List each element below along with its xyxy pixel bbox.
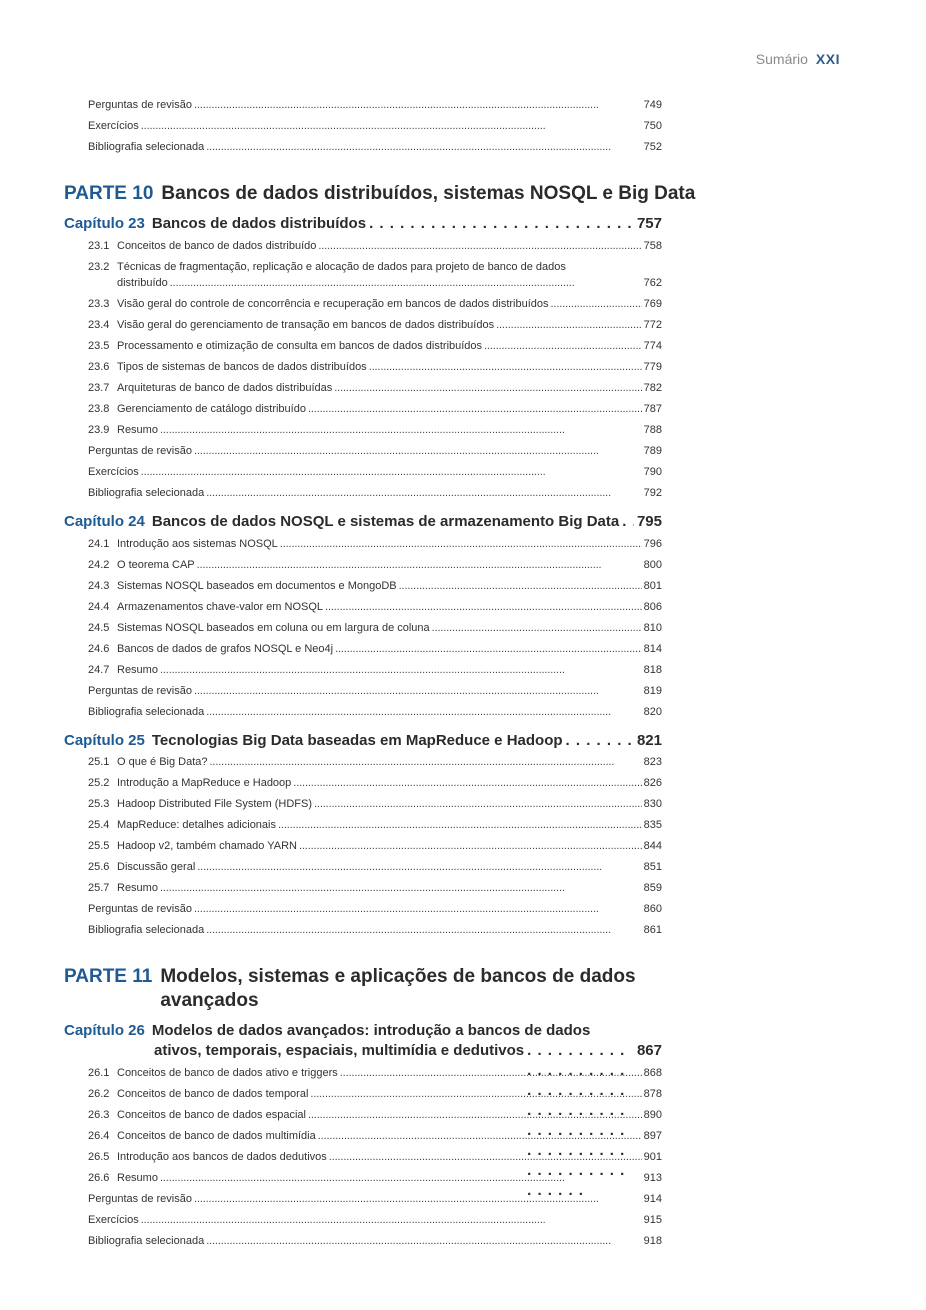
toc-entry[interactable] (88, 902, 662, 916)
entry-page: 769 (643, 298, 662, 310)
toc-entry[interactable] (88, 776, 662, 790)
toc-entry[interactable] (88, 621, 662, 635)
entry-title: MapReduce: detalhes adicionais (117, 819, 276, 831)
entry-number: 25.2 (88, 777, 110, 789)
toc-entry[interactable] (88, 360, 662, 374)
toc-entry[interactable] (88, 705, 662, 719)
entry-number: 23.7 (88, 382, 110, 394)
entry-title: Resumo (117, 424, 158, 436)
chapter-title: Bancos de dados distribuídos (151, 215, 367, 232)
chapter-heading[interactable] (64, 214, 662, 234)
entry-title: Tipos de sistemas de bancos de dados distribuídos (117, 361, 367, 373)
entry-page: 826 (643, 777, 662, 789)
entry-page: 914 (643, 1193, 662, 1205)
leader-dots (206, 486, 641, 500)
leader-dots (194, 684, 642, 698)
entry-title-continued: distribuído (117, 277, 168, 289)
leader-dots (206, 923, 641, 937)
chapter-page: 867 (636, 1042, 662, 1059)
toc-entry[interactable] (88, 755, 662, 769)
leader-dots (432, 621, 642, 635)
entry-title: Perguntas de revisão (88, 685, 192, 697)
entry-number: 23.4 (88, 319, 110, 331)
entry-page: 861 (643, 924, 662, 936)
leader-dots (308, 1108, 642, 1122)
entry-number: 26.3 (88, 1109, 110, 1121)
part-label: PARTE 10 (64, 183, 154, 204)
chapter-label: Capítulo 23 (64, 215, 145, 232)
entry-page: 915 (643, 1214, 662, 1226)
leader-dots (194, 902, 642, 916)
entry-title: Resumo (117, 882, 158, 894)
toc-entry[interactable] (88, 797, 662, 811)
entry-page: 758 (643, 240, 662, 252)
leader-dots (318, 1129, 642, 1143)
entry-title: Bibliografia selecionada (88, 1235, 205, 1247)
part-heading (64, 182, 695, 206)
part-title: Bancos de dados distribuídos, sistemas NOSQL e Big Data (161, 183, 696, 204)
entry-page: 787 (643, 403, 662, 415)
leader-dots (197, 860, 641, 874)
leader-dots (160, 881, 642, 895)
toc-entry[interactable] (88, 402, 662, 416)
entry-title: Perguntas de revisão (88, 903, 192, 915)
entry-number: 23.3 (88, 298, 110, 310)
leader-dots (278, 818, 642, 832)
entry-number: 24.2 (88, 559, 110, 571)
entry-page: 868 (643, 1067, 662, 1079)
entry-page: 844 (643, 840, 662, 852)
entry-number: 24.3 (88, 580, 110, 592)
entry-title: Conceitos de banco de dados temporal (117, 1088, 309, 1100)
leader-dots (314, 797, 642, 811)
entry-number: 26.2 (88, 1088, 110, 1100)
entry-number: 25.5 (88, 840, 110, 852)
entry-number: 23.9 (88, 424, 110, 436)
entry-page: 820 (643, 706, 662, 718)
part-label: PARTE 11 (64, 966, 153, 987)
toc-entry[interactable] (88, 1108, 662, 1122)
toc-entry[interactable] (88, 444, 662, 458)
entry-title: Arquiteturas de banco de dados distribuídas (117, 382, 333, 394)
toc-entry[interactable] (88, 1087, 662, 1101)
entry-title: Hadoop v2, também chamado YARN (117, 840, 297, 852)
leader-dots (280, 537, 642, 551)
leader-dots (194, 444, 642, 458)
leader-dots (197, 558, 642, 572)
toc-entry[interactable] (88, 1129, 662, 1143)
entry-title: Perguntas de revisão (88, 99, 192, 111)
leader-dots (369, 214, 634, 234)
entry-number: 26.6 (88, 1172, 110, 1184)
chapter-title: Bancos de dados NOSQL e sistemas de armazenamento Big Data (151, 513, 620, 530)
entry-title: Exercícios (88, 120, 139, 132)
entry-title: Conceitos de banco de dados espacial (117, 1109, 306, 1121)
entry-page: 918 (643, 1235, 662, 1247)
entry-page: 901 (643, 1151, 662, 1163)
toc-entry[interactable] (88, 579, 662, 593)
entry-number: 23.2 (88, 261, 110, 273)
chapter-title: Modelos de dados avançados: introdução a bancos de dados (151, 1022, 591, 1039)
entry-number: 24.1 (88, 538, 110, 550)
chapter-label: Capítulo 24 (64, 513, 145, 530)
toc-entry[interactable] (88, 684, 662, 698)
leader-dots (206, 1234, 641, 1248)
entry-page: 878 (643, 1088, 662, 1100)
toc-entry[interactable] (88, 1234, 662, 1248)
leader-dots (310, 1087, 641, 1101)
leader-dots (299, 839, 642, 853)
toc-entry[interactable] (88, 1171, 662, 1185)
toc-entry[interactable] (88, 465, 662, 479)
entry-title: Armazenamentos chave-valor em NOSQL (117, 601, 324, 613)
entry-number: 24.7 (88, 664, 110, 676)
entry-page: 823 (643, 756, 662, 768)
chapter-title-continued: ativos, temporais, espaciais, multimídia e dedutivos (154, 1042, 525, 1059)
running-head-section: Sumário (755, 51, 808, 67)
entry-page: 897 (643, 1130, 662, 1142)
entry-page: 851 (643, 861, 662, 873)
entry-title: Perguntas de revisão (88, 1193, 192, 1205)
leader-dots (160, 423, 642, 437)
leader-dots (206, 705, 641, 719)
toc-entry[interactable] (88, 663, 662, 677)
toc-entry[interactable] (88, 537, 662, 551)
entry-page: 774 (643, 340, 662, 352)
entry-page: 801 (643, 580, 662, 592)
page-number: XXI (815, 51, 840, 67)
entry-number: 25.3 (88, 798, 110, 810)
entry-title: Introdução a MapReduce e Hadoop (117, 777, 292, 789)
entry-number: 24.6 (88, 643, 110, 655)
entry-title: Visão geral do gerenciamento de transação em bancos de dados distribuídos (117, 319, 495, 331)
toc-entry[interactable] (88, 1066, 662, 1080)
leader-dots (334, 381, 641, 395)
leader-dots (293, 776, 641, 790)
entry-page: 792 (643, 487, 662, 499)
chapter-title: Tecnologias Big Data baseadas em MapReduce e Hadoop (151, 732, 563, 749)
entry-title: Bibliografia selecionada (88, 487, 205, 499)
leader-dots (496, 318, 642, 332)
entry-title: Visão geral do controle de concorrência e recuperação em bancos de dados distribuídos (117, 298, 549, 310)
entry-page: 750 (643, 120, 662, 132)
entry-title: Bibliografia selecionada (88, 141, 205, 153)
entry-number: 23.1 (88, 240, 110, 252)
entry-number: 26.1 (88, 1067, 110, 1079)
entry-number: 23.5 (88, 340, 110, 352)
toc-entry[interactable] (88, 339, 662, 353)
entry-page: 788 (643, 424, 662, 436)
leader-dots (141, 119, 642, 133)
leader-dots (206, 140, 641, 154)
entry-title: Processamento e otimização de consulta em bancos de dados distribuídos (117, 340, 483, 352)
toc-entry[interactable] (88, 839, 662, 853)
entry-title: Discussão geral (117, 861, 196, 873)
entry-number: 26.5 (88, 1151, 110, 1163)
entry-title: Introdução aos bancos de dados dedutivos (117, 1151, 327, 1163)
entry-page: 819 (643, 685, 662, 697)
toc-entry[interactable] (88, 1213, 662, 1227)
toc-entry[interactable] (88, 381, 662, 395)
chapter-page: 757 (636, 215, 662, 232)
chapter-label: Capítulo 26 (64, 1022, 145, 1039)
leader-dots (335, 642, 642, 656)
leader-dots (399, 579, 642, 593)
entry-title: Conceitos de banco de dados multimídia (117, 1130, 316, 1142)
entry-title: Bancos de dados de grafos NOSQL e Neo4j (117, 643, 334, 655)
entry-title: Perguntas de revisão (88, 445, 192, 457)
entry-title: Resumo (117, 664, 158, 676)
entry-number: 23.8 (88, 403, 110, 415)
entry-page: 913 (643, 1172, 662, 1184)
leader-dots (141, 465, 642, 479)
entry-number: 24.4 (88, 601, 110, 613)
entry-page: 796 (643, 538, 662, 550)
entry-page: 818 (643, 664, 662, 676)
chapter-heading[interactable] (64, 512, 662, 532)
leader-dots (160, 663, 642, 677)
leader-dots (340, 1066, 642, 1080)
entry-page: 790 (643, 466, 662, 478)
leader-dots (622, 512, 634, 532)
leader-dots (566, 731, 634, 751)
entry-page: 749 (643, 99, 662, 111)
entry-title: Bibliografia selecionada (88, 924, 205, 936)
toc-entry[interactable] (88, 486, 662, 500)
entry-title: Introdução aos sistemas NOSQL (117, 538, 278, 550)
entry-title: Exercícios (88, 466, 139, 478)
toc-entry[interactable] (88, 818, 662, 832)
leader-dots (194, 98, 642, 112)
toc-entry[interactable] (88, 1192, 662, 1206)
entry-page: 762 (643, 277, 662, 289)
toc-entry[interactable] (88, 1150, 662, 1164)
leader-dots (141, 1213, 642, 1227)
entry-page: 752 (643, 141, 662, 153)
toc-entry[interactable] (88, 140, 662, 154)
toc-entry[interactable] (88, 119, 662, 133)
leader-dots (369, 360, 642, 374)
entry-number: 25.7 (88, 882, 110, 894)
entry-page: 890 (643, 1109, 662, 1121)
chapter-heading[interactable] (64, 731, 662, 751)
entry-number: 26.4 (88, 1130, 110, 1142)
leader-dots (194, 1192, 642, 1206)
entry-page: 782 (643, 382, 662, 394)
toc-entry[interactable] (88, 860, 662, 874)
toc-entry[interactable] (88, 318, 662, 332)
entry-title: Sistemas NOSQL baseados em documentos e MongoDB (117, 580, 397, 592)
entry-page: 810 (643, 622, 662, 634)
leader-dots (160, 1171, 642, 1185)
entry-title: Hadoop Distributed File System (HDFS) (117, 798, 313, 810)
leader-dots (210, 755, 642, 769)
chapter-label: Capítulo 25 (64, 732, 145, 749)
toc-entry[interactable] (88, 98, 662, 112)
toc-entry[interactable] (88, 642, 662, 656)
chapter-page: 821 (636, 732, 662, 749)
part-heading (64, 965, 636, 1013)
entry-title: O teorema CAP (117, 559, 195, 571)
entry-title: Conceitos de banco de dados distribuído (117, 240, 317, 252)
entry-page: 800 (643, 559, 662, 571)
entry-title: Gerenciamento de catálogo distribuído (117, 403, 306, 415)
entry-title: Conceitos de banco de dados ativo e triggers (117, 1067, 338, 1079)
entry-number: 24.5 (88, 622, 110, 634)
entry-page: 806 (643, 601, 662, 613)
leader-dots (329, 1150, 642, 1164)
leader-dots (484, 339, 642, 353)
part-title: Modelos, sistemas e aplicações de bancos de dados (160, 966, 636, 987)
toc-entry[interactable] (88, 923, 662, 937)
leader-dots (325, 600, 642, 614)
entry-number: 25.6 (88, 861, 110, 873)
leader-dots (318, 239, 641, 253)
toc-entry[interactable] (88, 239, 662, 253)
entry-page: 779 (643, 361, 662, 373)
toc-entry[interactable] (88, 881, 662, 895)
entry-number: 25.1 (88, 756, 110, 768)
entry-number: 23.6 (88, 361, 110, 373)
entry-page: 789 (643, 445, 662, 457)
toc-entry[interactable] (88, 260, 662, 290)
entry-page: 772 (643, 319, 662, 331)
entry-page: 835 (643, 819, 662, 831)
entry-title: Resumo (117, 1172, 158, 1184)
part-title-block (160, 965, 635, 1013)
entry-page: 814 (643, 643, 662, 655)
toc-entry[interactable] (88, 423, 662, 437)
leader-dots (170, 276, 642, 290)
entry-title: O que é Big Data? (117, 756, 208, 768)
toc-entry[interactable] (88, 558, 662, 572)
chapter-page: 795 (636, 513, 662, 530)
entry-number: 25.4 (88, 819, 110, 831)
leader-dots (308, 402, 642, 416)
entry-page: 859 (643, 882, 662, 894)
entry-title: Sistemas NOSQL baseados em coluna ou em largura de coluna (117, 622, 430, 634)
entry-title: Bibliografia selecionada (88, 706, 205, 718)
entry-title: Exercícios (88, 1214, 139, 1226)
entry-page: 860 (643, 903, 662, 915)
toc-entry[interactable] (88, 297, 662, 311)
entry-title: Técnicas de fragmentação, replicação e alocação de dados para projeto de banco de dados (117, 261, 566, 273)
entry-page: 830 (643, 798, 662, 810)
leader-dots (551, 297, 642, 311)
part-title-continued: avançados (160, 990, 259, 1011)
page-header (756, 51, 840, 67)
toc-entry[interactable] (88, 600, 662, 614)
